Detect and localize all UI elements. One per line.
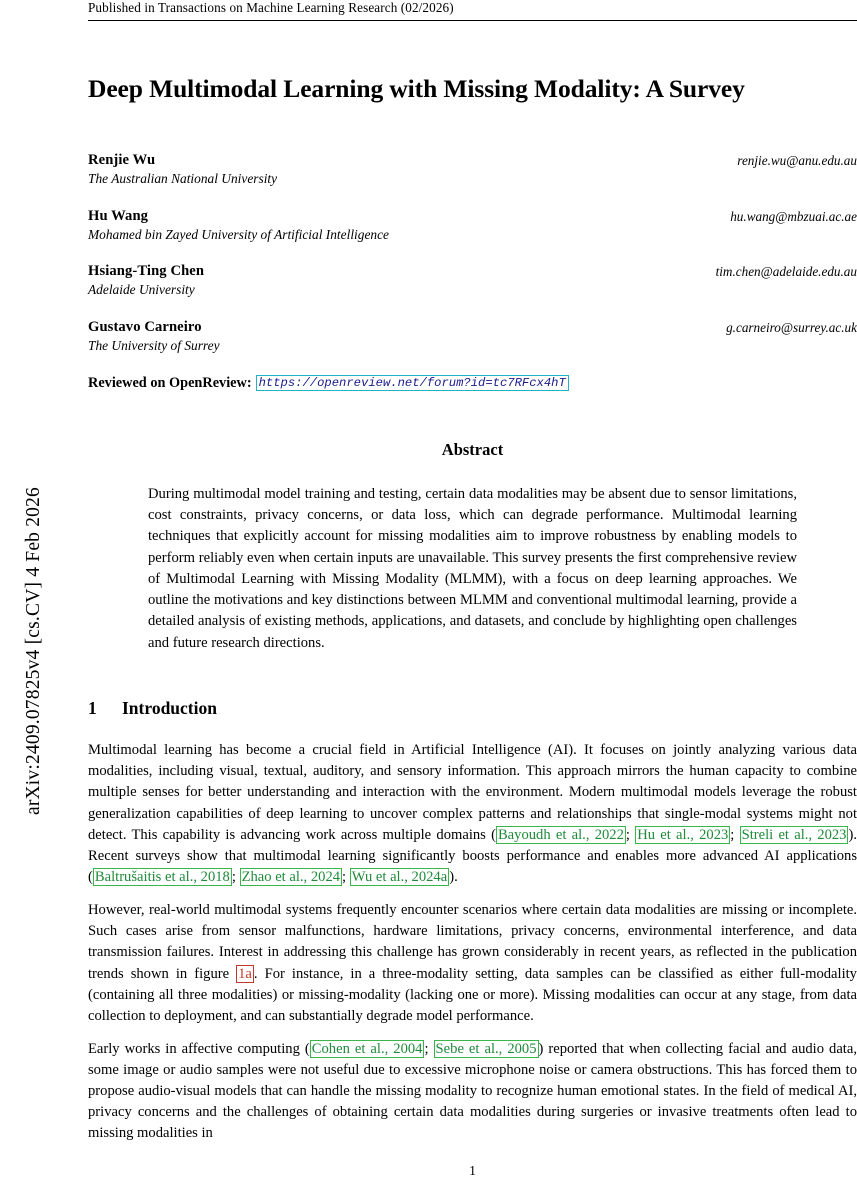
paragraph-1-part-c: ). <box>449 869 458 886</box>
page-title: Deep Multimodal Learning with Missing Modality: A Survey <box>88 74 745 103</box>
citation-link[interactable]: Bayoudh et al., 2022 <box>497 826 624 843</box>
paragraph-2-part-a: However, real-world multimodal systems frequently encounter scenarios where certain data modalities are missing or incomplete. Such cases arise from sensor malfunctions, hardware limitations, privacy concerns, environmental interference, and data transmission failures. Interest in addressing this challenge has grown considerably in recent years, as reflected in the publication trends shown in figure <box>88 901 857 982</box>
author-email: tim.chen@adelaide.edu.au <box>715 264 857 279</box>
cite-sep: ; <box>231 869 240 886</box>
cite-sep: ; <box>342 869 350 886</box>
paper-page <box>88 0 857 1200</box>
paragraph-3 <box>88 1039 857 1145</box>
author-email: renjie.wu@anu.edu.au <box>737 153 857 168</box>
author-entry <box>88 319 857 356</box>
citation-link[interactable]: Zhao et al., 2024 <box>241 869 341 886</box>
paragraph-3-part-b: ) reported that when collecting facial and audio data, some image or audio samples were not useful due to excessive microphone noise or camera obstructions. This has forced them to propose audio-visual models that can handle the missing modality to recognize human emotional states. In the field of medical AI, privacy concerns and the challenges of obtaining certain data modalities during surgeries or invasive treatments often lead to missing modalities in <box>88 1040 857 1142</box>
cite-sep: ; <box>730 826 740 843</box>
citation-link[interactable]: Wu et al., 2024a <box>351 869 448 886</box>
paragraph-2 <box>88 900 857 1027</box>
citation-link[interactable]: Baltrušaitis et al., 2018 <box>94 869 230 886</box>
author-affiliation: The University of Surrey <box>88 337 220 353</box>
abstract-text: During multimodal model training and testing, certain data modalities may be absent due to sensor limitations, cost constraints, privacy concerns, or data loss, which can degrade performance. Multimodal learning techniques that explicitly account for missing modalities aim to improve robustness by enabling models to perform reliably even when certain inputs are unavailable. This survey presents the first comprehensive review of Multimodal Learning with Missing Modality (MLMM), with a focus on deep learning approaches. We outline the motivations and key distinctions between MLMM and conventional multimodal learning, provide a detailed analysis of existing methods, applications, and datasets, and conclude by highlighting open challenges and future research directions. <box>148 486 797 651</box>
author-email: g.carneiro@surrey.ac.uk <box>726 319 857 335</box>
page-number: 1 <box>469 1163 476 1178</box>
paragraph-1-part-a: Multimodal learning has become a crucial field in Artificial Intelligence (AI). It focuses on jointly analyzing various data modalities, including visual, textual, auditory, and sensory information. This approach mirrors the human capacity to combine multiple senses for better understanding and interaction with the environment. Modern multimodal models leverage the robust generalization capabilities of deep learning to uncover complex patterns and relationships that single-modal systems might not detect. This capability is advancing work across multiple domains ( <box>88 742 857 843</box>
cite-sep: ; <box>625 826 636 843</box>
section-number: 1 <box>88 698 97 718</box>
author-affiliation: Adelaide University <box>88 282 195 297</box>
author-name: Hsiang-Ting Chen <box>88 263 205 279</box>
citation-link[interactable]: Cohen et al., 2004 <box>311 1040 423 1057</box>
body-text <box>88 740 857 1156</box>
author-affiliation: The Australian National University <box>88 171 278 186</box>
author-name: Renjie Wu <box>88 152 156 168</box>
citation-link[interactable]: Sebe et al., 2005 <box>435 1040 537 1057</box>
citation-link[interactable]: Streli et al., 2023 <box>741 826 847 843</box>
paragraph-3-part-a: Early works in affective computing ( <box>88 1040 310 1057</box>
arxiv-stamp: arXiv:2409.07825v4 [cs.CV] 4 Feb 2026 <box>23 486 44 816</box>
openreview-link[interactable]: https://openreview.net/forum?id=tc7RFcx4hT <box>256 375 569 391</box>
author-name: Gustavo Carneiro <box>88 318 202 335</box>
reviewed-on-openreview <box>88 375 569 392</box>
section-heading <box>88 698 217 719</box>
author-name: Hu Wang <box>88 207 149 224</box>
running-head: Published in Transactions on Machine Learning Research (02/2026) <box>88 0 857 21</box>
author-entry <box>88 152 857 189</box>
section-title: Introduction <box>122 698 217 718</box>
reviewed-label: Reviewed on OpenReview: <box>88 375 252 391</box>
citation-link[interactable]: Hu et al., 2023 <box>637 826 729 843</box>
cite-sep: ; <box>424 1040 434 1057</box>
author-entry <box>88 263 857 300</box>
author-email: hu.wang@mbzuai.ac.ae <box>730 208 857 224</box>
paragraph-2-part-b: . For instance, in a three-modality setting, data samples can be classified as either full-modality (containing all three modalities) or missing-modality (lacking one or more). Missing modalities can occur at any stage, from data collection to deployment, and can substantially degrade model performance. <box>88 965 857 1024</box>
author-affiliation: Mohamed bin Zayed University of Artificial Intelligence <box>88 226 389 242</box>
author-list <box>88 152 857 374</box>
author-entry <box>88 208 857 245</box>
paragraph-1-part-b: ). Recent surveys show that multimodal learning significantly boosts performance and enables more advanced AI applications ( <box>88 826 857 886</box>
figure-reference-link[interactable]: 1a <box>238 965 252 982</box>
abstract-heading: Abstract <box>441 440 504 459</box>
paragraph-1 <box>88 740 857 888</box>
